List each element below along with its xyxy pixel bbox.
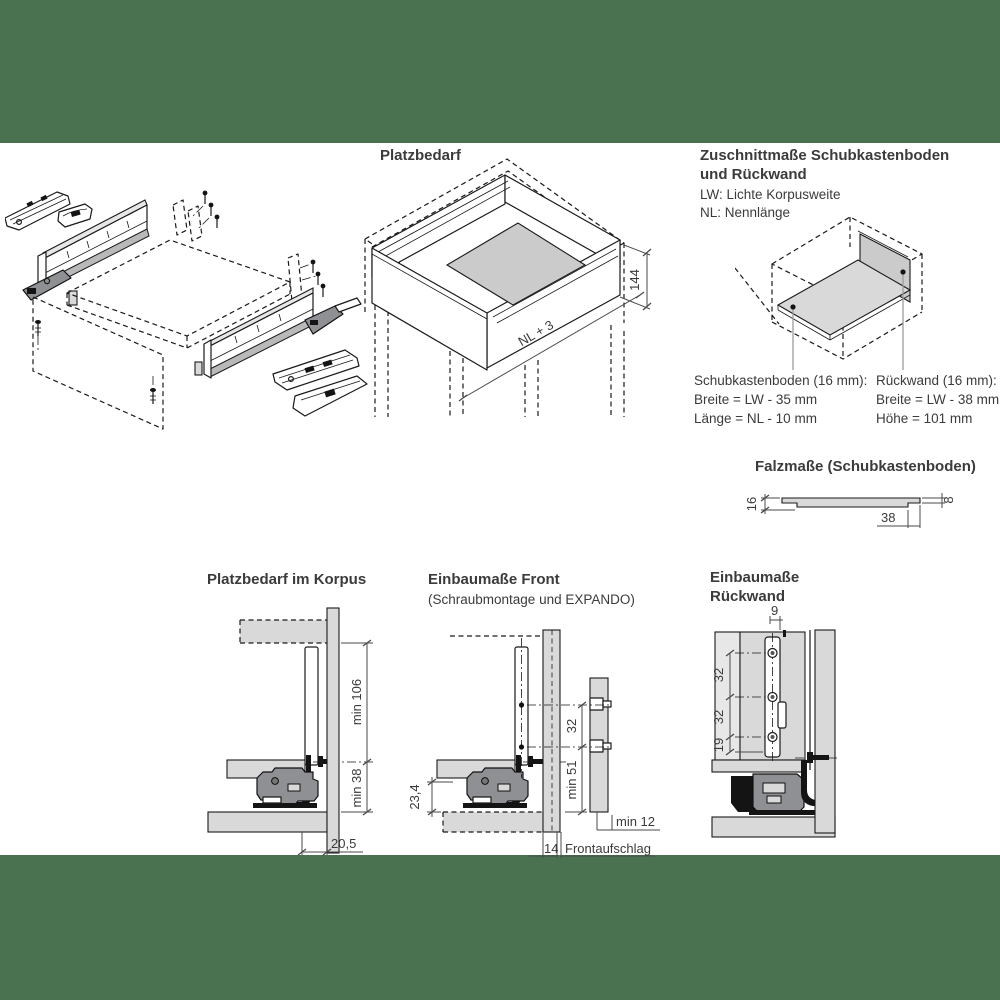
- dim-16: [744, 494, 795, 514]
- rueckwand-drawing: [695, 600, 845, 845]
- upper-shelf-dashed: [240, 620, 327, 643]
- dim-label-9: 9: [771, 603, 779, 618]
- drawer-bottom-panel: [712, 760, 805, 772]
- legend-nl: NL: Nennlänge: [700, 205, 791, 220]
- spacer-tab-right: [195, 362, 202, 375]
- dim-label-23-4: 23,4: [407, 784, 422, 810]
- cabinet-front-panel: [327, 608, 339, 853]
- dim-min12: [597, 812, 660, 830]
- rear-strips-top: [173, 191, 219, 241]
- section-title-rueckwand-line2: Rückwand: [710, 588, 786, 605]
- exploded-assembly-drawing: [5, 178, 375, 450]
- screw-front-right: [150, 376, 156, 404]
- section-subtitle-front: (Schraubmontage und EXPANDO): [428, 592, 635, 607]
- cabinet-bottom-panel: [208, 812, 327, 832]
- dim-205: [298, 832, 363, 855]
- text-schubkastenboden: [694, 371, 867, 428]
- zuschnitt-drawing: [735, 202, 940, 372]
- section-title-zuschnitt-line1: Zuschnittmaße Schubkastenboden: [700, 147, 950, 164]
- dim-label-16: 16: [744, 496, 759, 512]
- text-rueckwand: [876, 371, 999, 428]
- dim-label-32a: 32: [711, 667, 726, 683]
- section-title-platzbedarf: Platzbedarf: [380, 147, 461, 164]
- mounting-screw: [313, 756, 373, 767]
- schubkastenboden-heading: Schubkastenboden (16 mm):: [694, 373, 868, 388]
- front-panel: [543, 630, 560, 832]
- dim-label-min106: min 106: [349, 678, 364, 726]
- schubkastenboden-laenge: Länge = NL - 10 mm: [694, 411, 817, 426]
- dim-label-38: 38: [881, 510, 896, 525]
- section-title-front: Einbaumaße Front: [428, 571, 560, 588]
- spacer-tab-left: [69, 291, 77, 305]
- dim-label-32: 32: [564, 718, 579, 734]
- drawer-side-panel: [305, 647, 318, 765]
- dim-label-205: 20,5: [331, 836, 357, 851]
- korpus-drawing: [195, 605, 395, 860]
- callout-dot-rueckwand: [900, 269, 905, 274]
- rueckwand-hoehe: Höhe = 101 mm: [876, 411, 973, 426]
- section-title-falzmasse: Falzmaße (Schubkastenboden): [755, 458, 976, 475]
- drawer-body: [372, 175, 620, 370]
- dim-label-19: 19: [711, 737, 726, 753]
- screws-top-middle: [191, 191, 219, 230]
- dim-9: [770, 603, 783, 630]
- platzbedarf-drawing: [358, 155, 663, 425]
- dim-label-144: 144: [627, 269, 642, 291]
- dim-14-frontaufschlag: [529, 832, 655, 858]
- schubkastenboden-breite: Breite = LW - 35 mm: [694, 392, 818, 407]
- callout-dot-boden: [790, 304, 795, 309]
- dim-38: [877, 505, 920, 528]
- dim-label-min51: min 51: [564, 760, 579, 800]
- dim-label-min38: min 38: [349, 768, 364, 808]
- boden-profile: [782, 498, 920, 507]
- front-panel-dashed: [33, 297, 163, 429]
- rueckwand-breite: Breite = LW - 38 mm: [876, 392, 1000, 407]
- falzmasse-drawing: [733, 480, 968, 542]
- screw-front-left: [35, 320, 41, 352]
- dim-label-32b: 32: [711, 709, 726, 725]
- dim-label-nl3: NL + 3: [515, 317, 557, 350]
- dim-label-min12: min 12: [616, 814, 656, 829]
- dim-144: [620, 245, 651, 310]
- expando-panel: [590, 678, 611, 812]
- front-drawing: [405, 610, 670, 860]
- dim-label-frontaufschlag: Frontaufschlag: [565, 841, 651, 856]
- section-title-rueckwand-line1: Einbaumaße: [710, 569, 800, 586]
- section-title-korpus: Platzbedarf im Korpus: [207, 571, 367, 588]
- runner-flat-pieces: [273, 350, 367, 416]
- dim-8: [922, 493, 956, 508]
- section-title-zuschnitt-line2: und Rückwand: [700, 166, 807, 183]
- dim-label-14: 14: [544, 841, 559, 856]
- dim-right: [341, 640, 373, 815]
- legend-lw: LW: Lichte Korpusweite: [700, 187, 841, 202]
- rueckwand-heading: Rückwand (16 mm):: [876, 373, 997, 388]
- dim-23-4: [407, 777, 453, 817]
- dim-label-8: 8: [941, 496, 956, 504]
- cabinet-rear-wall: [815, 630, 835, 833]
- cabinet-bottom-dashed: [443, 812, 543, 832]
